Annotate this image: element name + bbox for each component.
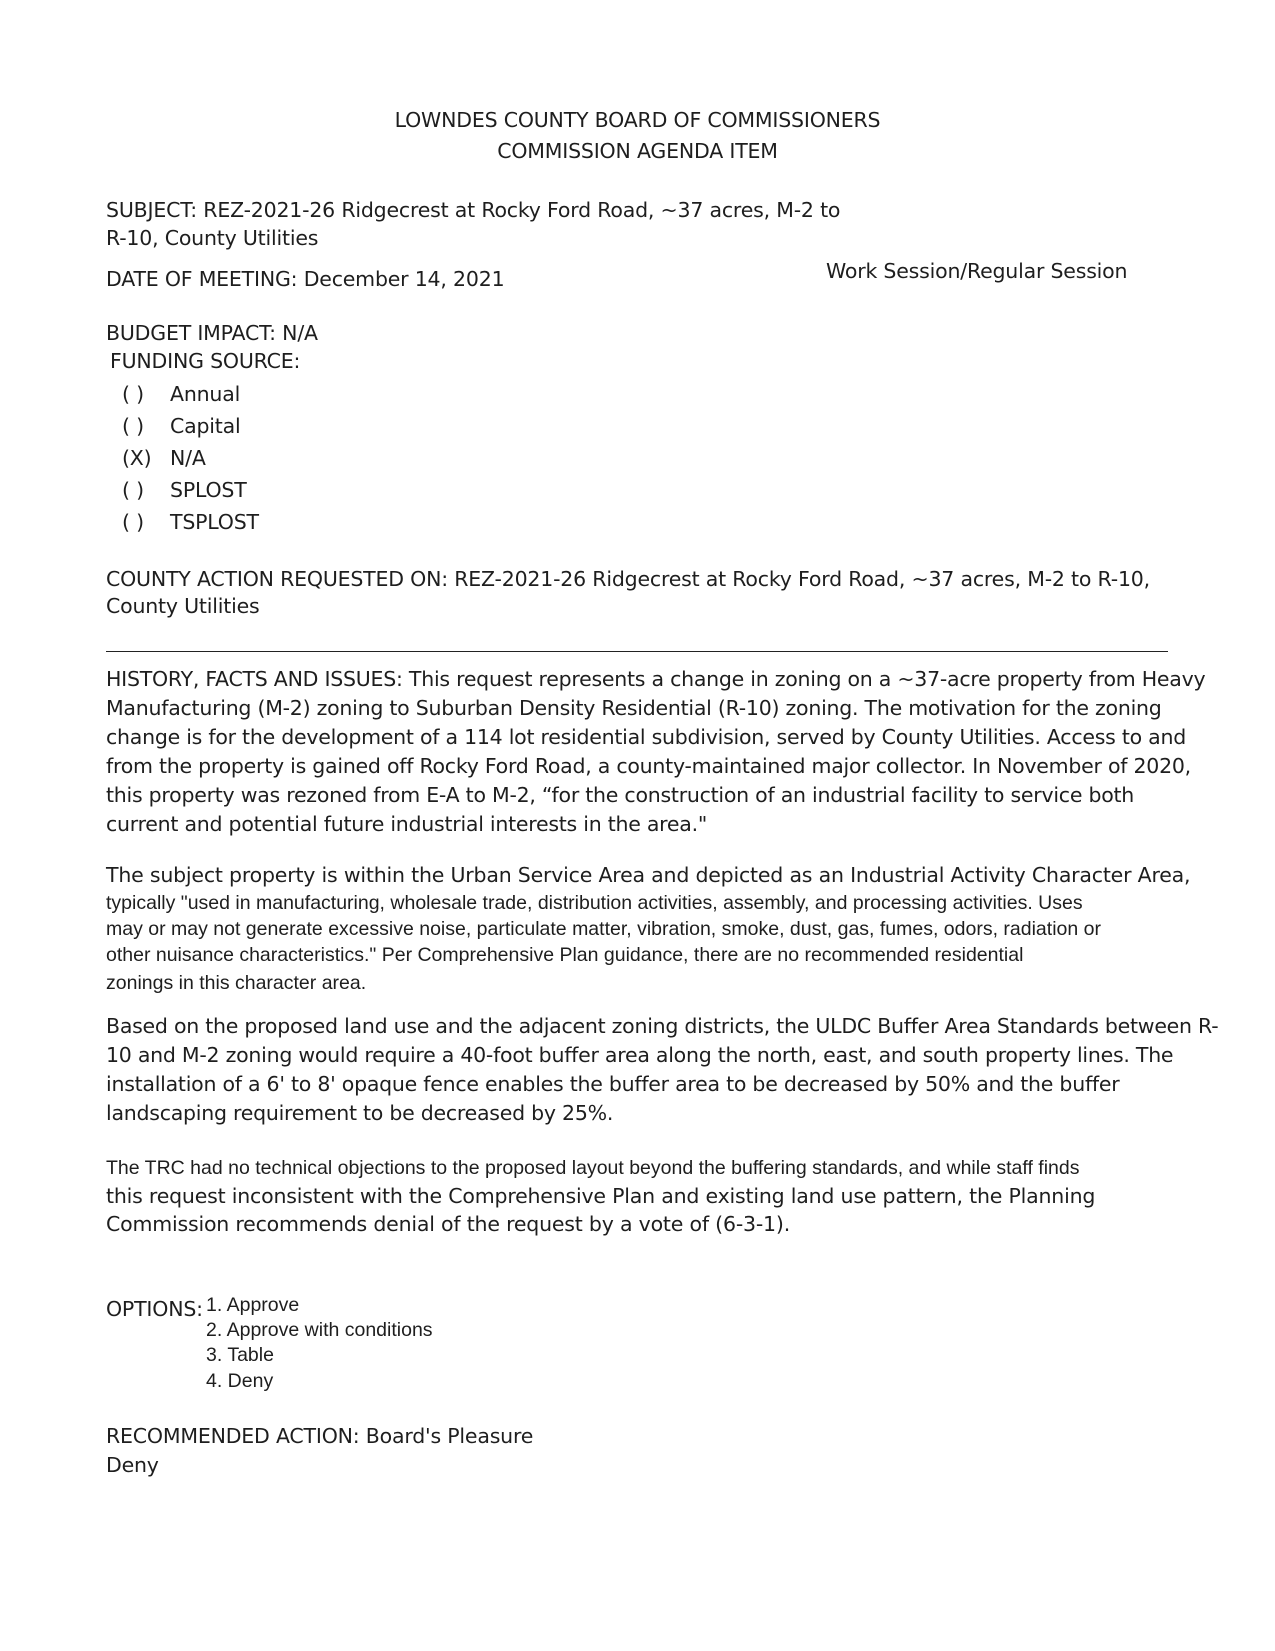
- history-paragraph-3: [106, 1012, 1219, 1128]
- org-title: LOWNDES COUNTY BOARD OF COMMISSIONERS: [394, 108, 881, 132]
- section-divider: [106, 651, 1168, 652]
- history-p1-line: change is for the development of a 114 lot residential subdivision, served by County Utilities. Access to and: [106, 725, 1186, 749]
- options-label: OPTIONS:: [106, 1297, 203, 1321]
- history-p1-line: from the property is gained off Rocky Ford Road, a county-maintained major collector. In November of 2020,: [106, 754, 1191, 778]
- funding-mark-tsplost: ( ): [122, 510, 144, 534]
- funding-label-capital: Capital: [170, 414, 241, 438]
- history-paragraph-1: [106, 665, 1206, 839]
- history-p2-line: [106, 942, 1186, 970]
- history-p3-line: 10 and M-2 zoning would require a 40-foot buffer area along the north, east, and south property lines. The: [106, 1043, 1174, 1067]
- history-p2-line: The subject property is within the Urban Service Area and depicted as an Industrial Activity Character Area,: [106, 863, 1191, 887]
- history-p1-line: HISTORY, FACTS AND ISSUES: This request represents a change in zoning on a ~37-acre property from Heavy: [106, 667, 1206, 691]
- history-p3-line: landscaping requirement to be decreased by 25%.: [106, 1101, 614, 1125]
- recommended-action: RECOMMENDED ACTION: Board's Pleasure: [106, 1424, 534, 1448]
- subject-line-1: SUBJECT: REZ-2021-26 Ridgecrest at Rocky Ford Road, ~37 acres, M-2 to: [106, 198, 841, 222]
- history-paragraph-4: [106, 1154, 1186, 1238]
- history-p4-line: Commission recommends denial of the request by a vote of (6-3-1).: [106, 1212, 791, 1236]
- funding-mark-splost: ( ): [122, 478, 144, 502]
- option-item-approve-conditions: 2. Approve with conditions: [206, 1319, 433, 1341]
- funding-mark-na: (X): [122, 446, 152, 470]
- doc-type-title: COMMISSION AGENDA ITEM: [497, 139, 778, 163]
- funding-source-label: FUNDING SOURCE:: [110, 349, 301, 373]
- history-p1-line: Manufacturing (M-2) zoning to Suburban Density Residential (R-10) zoning. The motivation for the zoning: [106, 696, 1162, 720]
- action-requested-line-2: County Utilities: [106, 594, 260, 618]
- history-p3-line: installation of a 6' to 8' opaque fence enables the buffer area to be decreased by 50% and the buffer: [106, 1072, 1120, 1096]
- funding-label-tsplost: TSPLOST: [170, 510, 259, 534]
- meeting-date: DATE OF MEETING: December 14, 2021: [106, 267, 505, 291]
- funding-label-annual: Annual: [170, 382, 241, 406]
- history-p2-line: may or may not generate excessive noise, particulate matter, vibration, smoke, dust, gas, fumes, odors, radiation or: [106, 918, 1101, 940]
- funding-mark-annual: ( ): [122, 382, 144, 406]
- history-p1-line: current and potential future industrial interests in the area.": [106, 812, 708, 836]
- history-paragraph-2: [106, 861, 1191, 996]
- funding-label-na: N/A: [170, 446, 206, 470]
- history-p4-line: The TRC had no technical objections to the proposed layout beyond the buffering standards, and while staff finds: [106, 1157, 1080, 1179]
- action-requested-line-1: COUNTY ACTION REQUESTED ON: REZ-2021-26 Ridgecrest at Rocky Ford Road, ~37 acres, M-2 to R-10,: [106, 567, 1150, 591]
- history-p2-quote-end: other nuisance characteristics.": [106, 944, 377, 966]
- history-p2-line: zonings in this character area.: [106, 972, 367, 994]
- history-p2-line: typically "used in manufacturing, wholesale trade, distribution activities, assembly, and processing activities. Uses: [106, 892, 1083, 914]
- history-p4-line: this request inconsistent with the Comprehensive Plan and existing land use pattern, the Planning: [106, 1184, 1096, 1208]
- session-type: Work Session/Regular Session: [826, 259, 1128, 283]
- funding-label-splost: SPLOST: [170, 478, 247, 502]
- recommended-action-value: Deny: [106, 1453, 159, 1477]
- funding-mark-capital: ( ): [122, 414, 144, 438]
- budget-impact: BUDGET IMPACT: N/A: [106, 321, 318, 345]
- history-p1-line: this property was rezoned from E-A to M-2, “for the construction of an industrial facility to service both: [106, 783, 1135, 807]
- option-item-approve: 1. Approve: [206, 1294, 300, 1316]
- history-p3-line: Based on the proposed land use and the adjacent zoning districts, the ULDC Buffer Area Standards between R-: [106, 1014, 1219, 1038]
- history-p2-plan-guidance: Per Comprehensive Plan guidance, there are no recommended residential: [376, 944, 1024, 966]
- option-item-table: 3. Table: [206, 1344, 274, 1366]
- option-item-deny: 4. Deny: [206, 1370, 274, 1392]
- subject-line-2: R-10, County Utilities: [106, 226, 319, 250]
